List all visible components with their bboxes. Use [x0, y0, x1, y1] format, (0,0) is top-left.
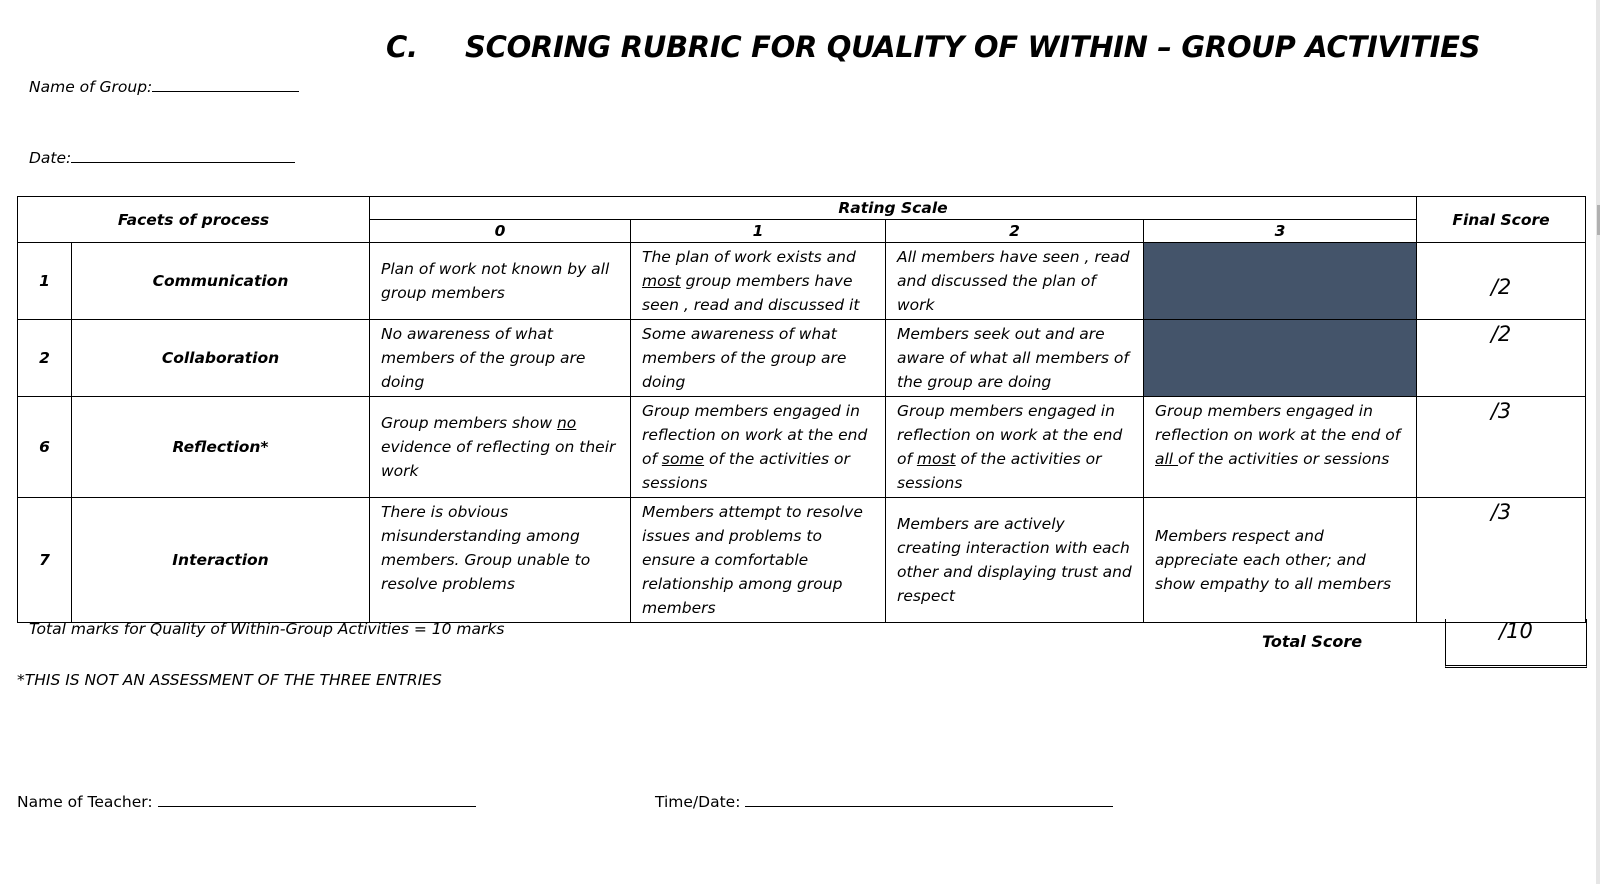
time-date-blank[interactable]	[745, 792, 1113, 807]
rating-cell: Members respect and appreciate each other; and show empathy to all members	[1155, 527, 1392, 593]
row-number: 6	[18, 397, 72, 498]
rating-cell: No awareness of what members of the group are doing	[381, 325, 586, 391]
title-text: SCORING RUBRIC FOR QUALITY OF WITHIN – GROUP ACTIVITIES	[465, 30, 1481, 64]
rating-scale-header: Rating Scale	[370, 197, 1417, 220]
rating-cell: Members are actively creating interaction with each other and displaying trust and respect	[897, 515, 1132, 605]
shaded-cell	[1144, 243, 1417, 320]
rating-cell: Some awareness of what members of the group are doing	[642, 325, 847, 391]
total-score-value: /10	[1499, 619, 1533, 643]
group-name-label: Name of Group:	[29, 78, 153, 96]
rating-cell: All members have seen , read and discussed the plan of work	[897, 248, 1130, 314]
rating-cell: Group members engaged in reflection on work at the end of all of the activities or sessions	[1155, 402, 1401, 468]
table-row	[18, 243, 1586, 320]
scale-3-header: 3	[1144, 220, 1417, 243]
date-blank[interactable]	[71, 148, 295, 163]
facet-label: Communication	[72, 243, 370, 320]
date-label: Date:	[29, 149, 72, 167]
page-title	[386, 30, 1480, 64]
date-field	[29, 148, 295, 167]
shaded-cell	[1144, 320, 1417, 397]
rating-cell: Plan of work not known by all group members	[381, 260, 610, 302]
teacher-name-label: Name of Teacher:	[17, 793, 153, 811]
rating-cell: Group members engaged in reflection on work at the end of most of the activities or sessions	[897, 402, 1123, 492]
time-date-label: Time/Date:	[655, 793, 741, 811]
facets-header: Facets of process	[18, 197, 370, 243]
rating-cell: Group members show no evidence of reflecting on their work	[381, 414, 616, 480]
facet-label: Reflection*	[72, 397, 370, 498]
rating-cell: Members attempt to resolve issues and problems to ensure a comfortable relationship among group members	[642, 503, 863, 617]
final-score-cell: /3	[1417, 498, 1586, 623]
rating-cell: The plan of work exists and most group members have seen , read and discussed it	[642, 248, 860, 314]
table-row	[18, 320, 1586, 397]
final-score-cell: /2	[1417, 243, 1586, 320]
teacher-name-blank[interactable]	[158, 792, 476, 807]
table-row	[18, 498, 1586, 623]
rating-cell: Group members engaged in reflection on work at the end of some of the activities or sessions	[642, 402, 868, 492]
group-name-blank[interactable]	[152, 77, 299, 92]
rating-cell: There is obvious misunderstanding among members. Group unable to resolve problems	[381, 503, 591, 593]
row-number: 7	[18, 498, 72, 623]
scale-2-header: 2	[886, 220, 1144, 243]
final-score-cell: /2	[1417, 320, 1586, 397]
total-marks-note: Total marks for Quality of Within-Group Activities = 10 marks	[29, 620, 505, 638]
row-number: 2	[18, 320, 72, 397]
table-row	[18, 397, 1586, 498]
group-name-field	[29, 77, 299, 96]
rubric-table	[17, 196, 1586, 623]
facet-label: Interaction	[72, 498, 370, 623]
total-score-box	[1445, 619, 1587, 668]
scale-1-header: 1	[631, 220, 886, 243]
total-score-label: Total Score	[1262, 632, 1363, 651]
rating-cell: Members seek out and are aware of what all members of the group are doing	[897, 325, 1129, 391]
facet-label: Collaboration	[72, 320, 370, 397]
time-date-field	[655, 792, 1113, 811]
vertical-scrollbar[interactable]	[1596, 0, 1600, 884]
teacher-name-field	[17, 792, 476, 811]
section-label: C.	[386, 30, 418, 64]
footnote: *THIS IS NOT AN ASSESSMENT OF THE THREE ENTRIES	[17, 671, 442, 689]
row-number: 1	[18, 243, 72, 320]
final-score-cell: /3	[1417, 397, 1586, 498]
final-score-header: Final Score	[1417, 197, 1586, 243]
scale-0-header: 0	[370, 220, 631, 243]
